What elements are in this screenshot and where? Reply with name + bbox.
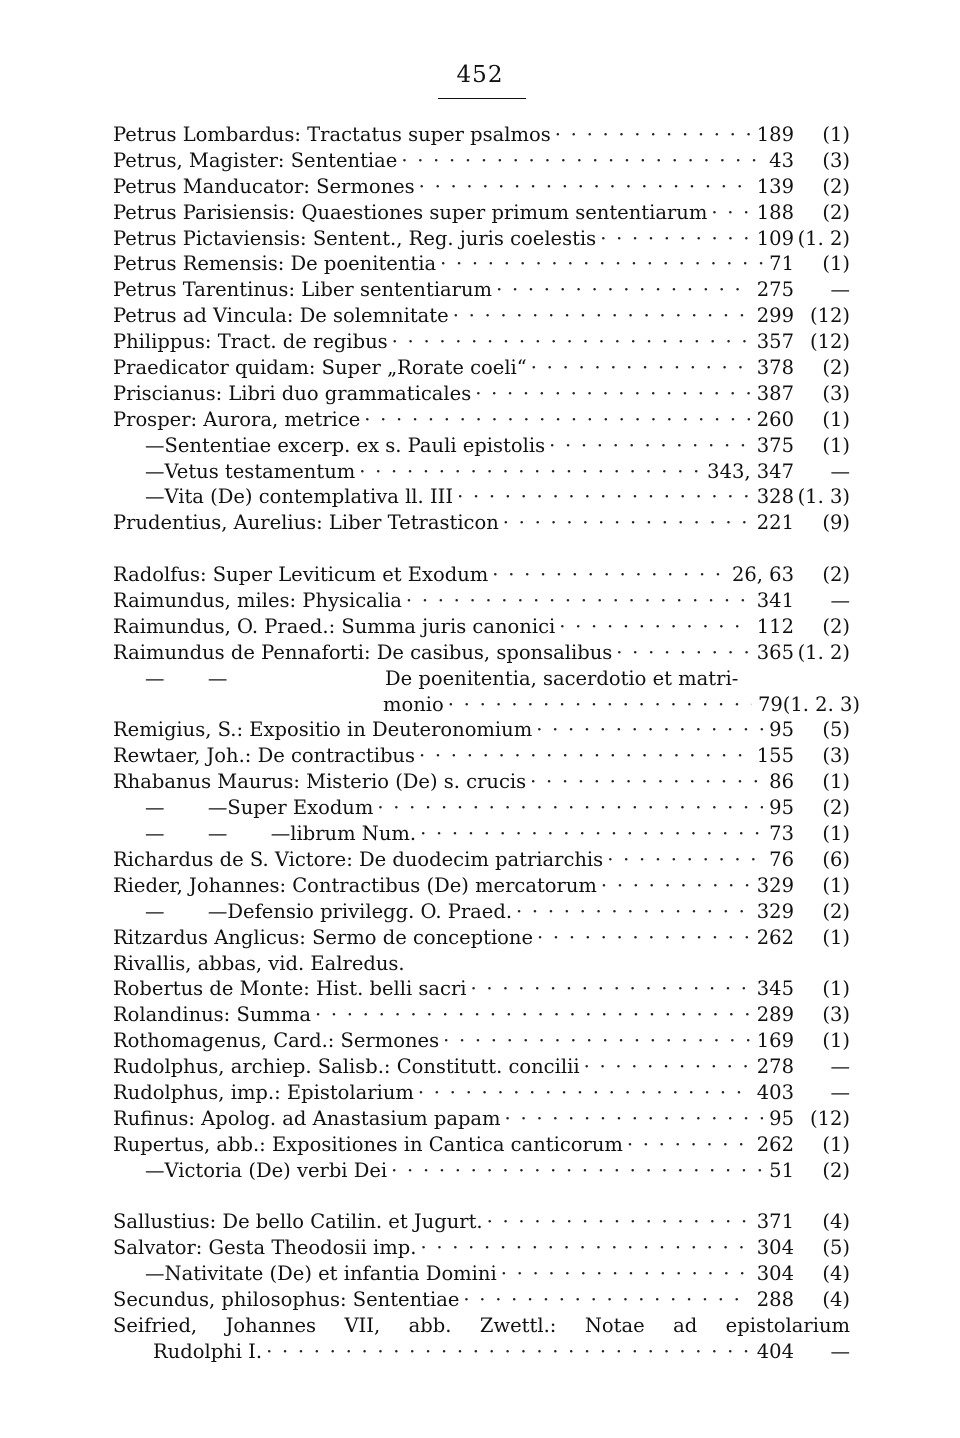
dot-leader: [418, 1080, 751, 1106]
entry-note: —: [830, 278, 850, 302]
entry-title: Remigius, S.: Expositio in Deuteronomium: [113, 718, 533, 742]
entry-reference: 304: [756, 1262, 794, 1286]
index-entry: [113, 925, 850, 951]
section-gap: [113, 1184, 850, 1210]
dot-leader: [364, 407, 751, 433]
section-gap: [113, 536, 850, 562]
entry-reference: 109: [756, 226, 794, 250]
dot-leader: [536, 717, 763, 743]
dot-leader: [496, 277, 751, 303]
dot-leader: [627, 1132, 751, 1158]
entry-title: Petrus Remensis: De poenitentia: [113, 252, 437, 276]
entry-reference: 371: [756, 1210, 794, 1234]
index-entry: [113, 277, 850, 303]
entry-note: (6): [822, 847, 850, 871]
entry-title: Rieder, Johannes: Contractibus (De) mercatorum: [113, 873, 597, 897]
index-entry: [113, 588, 850, 614]
index-entry: [113, 692, 860, 718]
index-entry: [113, 459, 850, 485]
dot-leader: [475, 381, 751, 407]
entry-reference: 299: [756, 304, 794, 328]
entry-reference: 365: [756, 640, 794, 664]
dot-leader: [440, 251, 763, 277]
entry-note: (3): [822, 148, 850, 172]
entry-title: Seifried, Johannes VII, abb. Zwettl.: Notae ad epistolarium: [113, 1313, 850, 1337]
index-entry: [113, 148, 850, 174]
page-number: 452: [456, 62, 504, 88]
entry-title: Petrus Tarentinus: Liber sententiarum: [113, 278, 493, 302]
index-entry: [113, 1106, 850, 1132]
index-entry: [113, 1002, 850, 1028]
entry-note: (5): [822, 1236, 850, 1260]
entry-note: (1): [822, 1029, 850, 1053]
ditto-dash: —: [145, 1158, 165, 1182]
entry-note: (3): [822, 744, 850, 768]
entry-reference: 375: [756, 433, 794, 457]
entry-title: Ritzardus Anglicus: Sermo de conceptione: [113, 925, 534, 949]
ditto-dash: —: [145, 485, 165, 509]
entry-title: Prudentius, Aurelius: Liber Tetrasticon: [113, 511, 499, 535]
entry-note: (1): [822, 873, 850, 897]
index-entry: [113, 795, 850, 821]
dot-leader: [315, 1002, 751, 1028]
index-entry: [113, 976, 850, 1002]
entry-title: Petrus Parisiensis: Quaestiones super primum sententiarum: [113, 200, 708, 224]
entry-reference: 155: [756, 744, 794, 768]
ditto-dash: —: [145, 1262, 165, 1286]
dot-leader: [463, 1287, 750, 1313]
entry-title: Rolandinus: Summa: [113, 1003, 311, 1027]
entry-reference: 139: [756, 174, 794, 198]
entry-note: (2): [822, 796, 850, 820]
dot-leader: [559, 614, 751, 640]
entry-title: Raimundus, miles: Physicalia: [113, 589, 402, 613]
entry-title: Praedicator quidam: Super „Rorate coeli“: [113, 356, 527, 380]
index-entry: [113, 1235, 850, 1261]
index-entry: [113, 666, 850, 692]
entry-reference: 95: [769, 1106, 794, 1130]
entry-note: —: [830, 1339, 850, 1363]
index-entry: [113, 251, 850, 277]
entry-title: Salvator: Gesta Theodosii imp.: [113, 1236, 417, 1260]
entry-title: Rewtaer, Joh.: De contractibus: [113, 744, 415, 768]
dot-leader: [549, 433, 751, 459]
entry-title: monio: [383, 692, 444, 716]
entry-reference: 73: [769, 822, 794, 846]
dot-leader: [487, 1209, 751, 1235]
index-entry: [113, 562, 850, 588]
entry-reference: 343, 347: [707, 459, 794, 483]
entry-title: Petrus, Magister: Sententiae: [113, 148, 398, 172]
entry-note: (1): [822, 977, 850, 1001]
index-entry: [113, 640, 850, 666]
index-entry: [113, 1261, 850, 1287]
entry-note: —: [830, 1080, 850, 1104]
dot-leader: [457, 484, 751, 510]
entry-note: (2): [822, 200, 850, 224]
dot-leader: [419, 743, 751, 769]
index-entry: [113, 1313, 850, 1339]
entry-reference: 95: [769, 796, 794, 820]
entry-reference: 262: [756, 1132, 794, 1156]
index-entry: [113, 1209, 850, 1235]
entry-title: Petrus Lombardus: Tractatus super psalmos: [113, 123, 551, 146]
ditto-dash: — —: [145, 666, 228, 690]
entry-note: (12): [809, 304, 850, 328]
dot-leader: [453, 303, 751, 329]
index-entry: [113, 329, 850, 355]
entry-title: Defensio privilegg. O. Praed.: [227, 899, 513, 923]
index-entry: [113, 510, 850, 536]
dot-leader: [419, 174, 751, 200]
entry-title: Vetus testamentum: [164, 459, 356, 483]
entry-title: Sallustius: De bello Catilin. et Jugurt.: [113, 1210, 483, 1234]
entry-reference: 403: [756, 1080, 794, 1104]
dot-leader: [501, 1261, 751, 1287]
entry-note: (2): [822, 563, 850, 587]
index-entry: [113, 743, 850, 769]
dot-leader: [530, 769, 763, 795]
entry-title: Philippus: Tract. de regibus: [113, 330, 388, 354]
index-entry: [113, 821, 850, 847]
dot-leader: [492, 562, 726, 588]
index-entry: [113, 226, 850, 252]
entry-note: (4): [822, 1262, 850, 1286]
entry-title: librum Num.: [290, 822, 417, 846]
dot-leader: [616, 640, 750, 666]
entry-title: Radolfus: Super Leviticum et Exodum: [113, 563, 489, 587]
entry-note: (1): [822, 822, 850, 846]
dot-leader: [600, 226, 751, 252]
entry-reference: 71: [769, 252, 794, 276]
entry-reference: 378: [756, 356, 794, 380]
entry-title: Vita (De) contemplativa ll. III: [164, 485, 454, 509]
entry-reference: 404: [756, 1339, 794, 1363]
dot-leader: [420, 821, 763, 847]
entry-reference: 275: [756, 278, 794, 302]
dot-leader: [607, 847, 763, 873]
entry-title: Victoria (De) verbi Dei: [164, 1158, 388, 1182]
entry-note: (1): [822, 252, 850, 276]
index-entry: [113, 1028, 850, 1054]
index-entry: [113, 355, 850, 381]
entry-reference: 288: [756, 1288, 794, 1312]
dot-leader: [448, 692, 752, 718]
entry-note: (1): [822, 433, 850, 457]
entry-reference: 169: [756, 1029, 794, 1053]
entry-note: (12): [809, 330, 850, 354]
index-entry: [113, 951, 850, 977]
index-entry: [113, 1287, 850, 1313]
entry-title: Petrus Pictaviensis: Sentent., Reg. juris coelestis: [113, 226, 597, 250]
dot-leader: [555, 122, 751, 148]
entry-title: De poenitentia, sacerdotio et matri-: [385, 666, 739, 690]
dot-leader: [392, 329, 751, 355]
entry-note: (5): [822, 718, 850, 742]
entry-title: Super Exodum: [227, 796, 374, 820]
dot-leader: [443, 1028, 751, 1054]
index-entry: [113, 1339, 850, 1365]
entry-title: Rupertus, abb.: Expositiones in Cantica canticorum: [113, 1132, 623, 1156]
entry-reference: 188: [756, 200, 794, 224]
index-entry: [113, 1132, 850, 1158]
entry-note: (1. 2): [797, 640, 850, 664]
entry-reference: 43: [769, 148, 794, 172]
dot-leader: [406, 588, 751, 614]
entry-reference: 26, 63: [731, 563, 794, 587]
dot-leader: [420, 1235, 750, 1261]
ditto-dash: —: [145, 459, 165, 483]
entry-note: (3): [822, 1003, 850, 1027]
entry-note: (1): [822, 925, 850, 949]
entry-note: (1. 2. 3): [782, 692, 860, 716]
entry-note: (1. 2): [797, 226, 850, 250]
entry-note: (3): [822, 381, 850, 405]
entry-note: —: [830, 459, 850, 483]
entry-reference: 387: [756, 381, 794, 405]
entry-reference: 278: [756, 1055, 794, 1079]
entry-title: Rivallis, abbas, vid. Ealredus.: [113, 951, 405, 975]
entry-reference: 189: [756, 123, 794, 146]
index-entry: [113, 174, 850, 200]
entry-note: —: [830, 1055, 850, 1079]
index-entry: [113, 1158, 850, 1184]
entry-note: (2): [822, 899, 850, 923]
dot-leader: [584, 1054, 751, 1080]
ditto-dash: — — —: [145, 822, 291, 846]
index-entry: [113, 847, 850, 873]
entry-note: (4): [822, 1210, 850, 1234]
entry-title: Petrus Manducator: Sermones: [113, 174, 415, 198]
index-entry: [113, 484, 850, 510]
entry-reference: 221: [756, 511, 794, 535]
index-entry: [113, 1054, 850, 1080]
index-entry: [113, 769, 850, 795]
entry-title: Sententiae excerp. ex s. Pauli epistolis: [164, 433, 546, 457]
entry-reference: 112: [756, 614, 794, 638]
entry-note: —: [830, 589, 850, 613]
index-entry: [113, 407, 850, 433]
entry-title: Rufinus: Apolog. ad Anastasium papam: [113, 1106, 501, 1130]
entry-title: Rudolphus, archiep. Salisb.: Constitutt. concilii: [113, 1055, 580, 1079]
entry-title: Rudolphus, imp.: Epistolarium: [113, 1080, 414, 1104]
entry-reference: 79: [757, 692, 783, 716]
entry-reference: 345: [756, 977, 794, 1001]
entry-title: Richardus de S. Victore: De duodecim patriarchis: [113, 847, 604, 871]
entry-title: Nativitate (De) et infantia Domini: [164, 1262, 497, 1286]
entry-reference: 329: [756, 873, 794, 897]
entry-reference: 329: [756, 899, 794, 923]
dot-leader: [505, 1106, 764, 1132]
dot-leader: [503, 510, 751, 536]
index-entry: [113, 717, 850, 743]
dot-leader: [471, 976, 751, 1002]
entry-note: (1): [822, 770, 850, 794]
entry-title: Raimundus de Pennaforti: De casibus, sponsalibus: [113, 640, 613, 664]
entry-reference: 328: [756, 485, 794, 509]
ditto-dash: — —: [145, 899, 228, 923]
index-entry: [113, 200, 850, 226]
entry-title: Petrus ad Vincula: De solemnitate: [113, 304, 449, 328]
dot-leader: [377, 795, 763, 821]
entry-title: Rudolphi I.: [153, 1339, 263, 1363]
index-entry: [113, 1080, 850, 1106]
entry-title: Rhabanus Maurus: Misterio (De) s. crucis: [113, 770, 527, 794]
entry-title: Prosper: Aurora, metrice: [113, 407, 361, 431]
dot-leader: [711, 200, 750, 226]
index-entry: [113, 122, 850, 148]
entry-reference: 341: [756, 589, 794, 613]
entry-reference: 86: [769, 770, 794, 794]
entry-reference: 260: [756, 407, 794, 431]
entry-note: (12): [809, 1106, 850, 1130]
dot-leader: [516, 899, 751, 925]
index-entry: [113, 433, 850, 459]
index-entry: [113, 899, 850, 925]
entry-reference: 76: [769, 847, 794, 871]
entry-note: (4): [822, 1288, 850, 1312]
entry-note: (1): [822, 123, 850, 146]
entry-note: (2): [822, 1158, 850, 1182]
dot-leader: [359, 459, 701, 485]
entry-title: Robertus de Monte: Hist. belli sacri: [113, 977, 467, 1001]
entry-note: (1. 3): [797, 485, 850, 509]
entry-title: Secundus, philosophus: Sententiae: [113, 1288, 460, 1312]
entry-reference: 357: [756, 330, 794, 354]
index-entry: [113, 614, 850, 640]
entry-reference: 95: [769, 718, 794, 742]
ditto-dash: —: [145, 433, 165, 457]
entry-note: (2): [822, 356, 850, 380]
entry-note: (1): [822, 407, 850, 431]
entry-reference: 289: [756, 1003, 794, 1027]
dot-leader: [401, 148, 763, 174]
index-entry: [113, 873, 850, 899]
dot-leader: [601, 873, 751, 899]
index-entry: [113, 303, 850, 329]
entry-title: Rothomagenus, Card.: Sermones: [113, 1029, 440, 1053]
entry-title: Raimundus, O. Praed.: Summa juris canonici: [113, 614, 556, 638]
entry-note: (1): [822, 1132, 850, 1156]
entry-note: (9): [822, 511, 850, 535]
dot-leader: [537, 925, 751, 951]
index-entry: [113, 381, 850, 407]
dot-leader: [391, 1158, 763, 1184]
entry-reference: 51: [769, 1158, 794, 1182]
page-number-rule: [438, 98, 526, 99]
dot-leader: [531, 355, 751, 381]
entry-reference: 262: [756, 925, 794, 949]
ditto-dash: — —: [145, 796, 228, 820]
dot-leader: [266, 1339, 751, 1365]
index-list: [113, 122, 860, 1365]
entry-note: (2): [822, 614, 850, 638]
entry-reference: 304: [756, 1236, 794, 1260]
entry-title: Priscianus: Libri duo grammaticales: [113, 381, 472, 405]
entry-note: (2): [822, 174, 850, 198]
